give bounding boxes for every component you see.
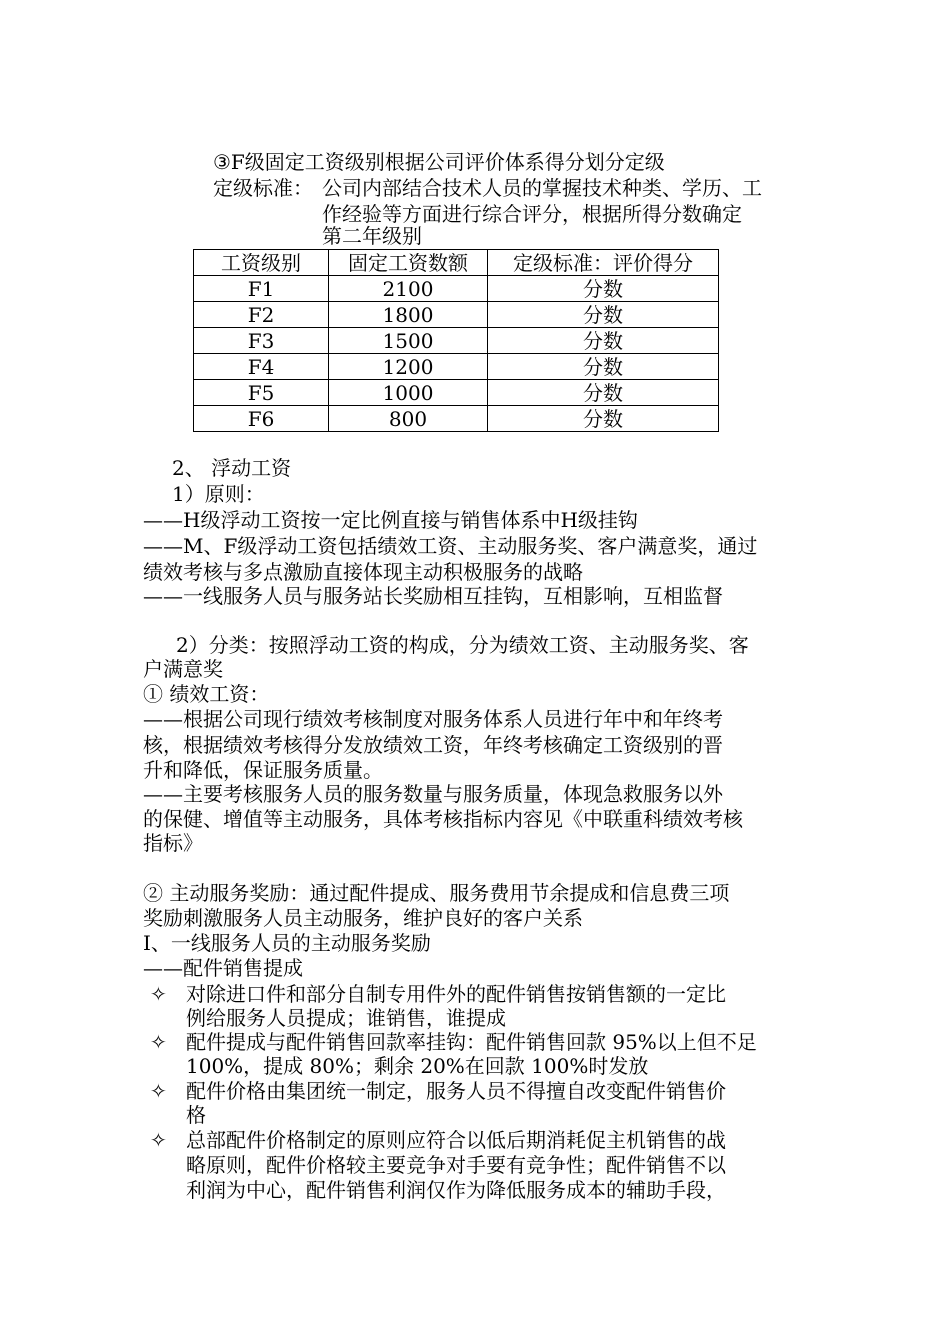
bullet-text: 对除进口件和部分自制专用件外的配件销售按销售额的一定比 — [186, 982, 726, 1006]
principle-line: ——M、F级浮动工资包括绩效工资、主动服务奖、客户满意奖，通过 — [143, 534, 758, 558]
table-header-row — [194, 250, 719, 276]
principle-line: ——H级浮动工资按一定比例直接与销售体系中H级挂钩 — [143, 508, 638, 532]
principle-line: 绩效考核与多点激励直接体现主动积极服务的战略 — [143, 560, 583, 584]
table-row — [194, 276, 719, 302]
bullet-icon: ✧ — [150, 982, 167, 1006]
table-cell: F5 — [194, 380, 329, 406]
table-cell: F2 — [194, 302, 329, 328]
frontline-heading: Ⅰ、一线服务人员的主动服务奖励 — [143, 931, 431, 955]
performance-line: 核，根据绩效考核得分发放绩效工资，年终考核确定工资级别的晋 — [143, 733, 723, 757]
principle-heading: 1）原则： — [172, 482, 265, 506]
bullet-text: 配件价格由集团统一制定，服务人员不得擅自改变配件销售价 — [186, 1079, 726, 1103]
bullet-text: 例给服务人员提成；谁销售，谁提成 — [186, 1006, 506, 1030]
active-service-line: ② 主动服务奖励：通过配件提成、服务费用节余提成和信息费三项 — [143, 881, 730, 905]
table-row — [194, 328, 719, 354]
table-cell: 800 — [329, 406, 488, 432]
table-cell: F4 — [194, 354, 329, 380]
classification-line: 2）分类：按照浮动工资的构成，分为绩效工资、主动服务奖、客 — [176, 633, 749, 657]
table-cell: F6 — [194, 406, 329, 432]
bullet-text: 100%，提成 80%；剩余 20%在回款 100%时发放 — [186, 1054, 649, 1078]
classification-line: 户满意奖 — [143, 657, 223, 681]
table-cell: F1 — [194, 276, 329, 302]
grading-standard-line: 作经验等方面进行综合评分，根据所得分数确定 — [322, 202, 742, 226]
performance-line: ——根据公司现行绩效考核制度对服务体系人员进行年中和年终考 — [143, 707, 723, 731]
performance-line: 的保健、增值等主动服务，具体考核指标内容见《中联重科绩效考核 — [143, 807, 743, 831]
floating-wage-heading: 2、 浮动工资 — [172, 456, 292, 480]
bullet-text: 总部配件价格制定的原则应符合以低后期消耗促主机销售的战 — [186, 1128, 726, 1152]
table-cell: 分数 — [488, 328, 719, 354]
table-cell: 分数 — [488, 354, 719, 380]
salary-grade-table — [193, 249, 719, 432]
bullet-text: 利润为中心，配件销售利润仅作为降低服务成本的辅助手段， — [186, 1178, 726, 1202]
bullet-icon: ✧ — [150, 1030, 167, 1054]
table-cell: 1800 — [329, 302, 488, 328]
grading-standard-line: 第二年级别 — [322, 224, 422, 248]
table-row — [194, 354, 719, 380]
table-cell: 1000 — [329, 380, 488, 406]
table-row — [194, 406, 719, 432]
performance-line: 指标》 — [143, 831, 203, 855]
grading-standard-label: 定级标准： — [213, 176, 313, 200]
bullet-icon: ✧ — [150, 1128, 167, 1152]
table-row — [194, 302, 719, 328]
bullet-icon: ✧ — [150, 1079, 167, 1103]
performance-line: ——主要考核服务人员的服务数量与服务质量，体现急救服务以外 — [143, 782, 723, 806]
header-cell: 定级标准：评价得分 — [488, 250, 719, 276]
table-cell: 1200 — [329, 354, 488, 380]
table-cell: 1500 — [329, 328, 488, 354]
bullet-text: 配件提成与配件销售回款率挂钩：配件销售回款 95%以上但不足 — [186, 1030, 757, 1054]
parts-commission-heading: ——配件销售提成 — [143, 956, 303, 980]
table-cell: 分数 — [488, 302, 719, 328]
table-row — [194, 380, 719, 406]
section-3-title: ③F级固定工资级别根据公司评价体系得分划分定级 — [213, 150, 665, 174]
performance-wage-heading: ① 绩效工资： — [143, 682, 270, 706]
table-cell: F3 — [194, 328, 329, 354]
bullet-text: 略原则，配件价格较主要竞争对手要有竞争性；配件销售不以 — [186, 1153, 726, 1177]
performance-line: 升和降低，保证服务质量。 — [143, 758, 383, 782]
active-service-line: 奖励刺激服务人员主动服务，维护良好的客户关系 — [143, 906, 583, 930]
table-cell: 分数 — [488, 380, 719, 406]
bullet-text: 格 — [186, 1103, 206, 1127]
table-cell: 分数 — [488, 276, 719, 302]
header-cell: 固定工资数额 — [329, 250, 488, 276]
header-cell: 工资级别 — [194, 250, 329, 276]
table-cell: 分数 — [488, 406, 719, 432]
principle-line: ——一线服务人员与服务站长奖励相互挂钩，互相影响，互相监督 — [143, 584, 723, 608]
table-cell: 2100 — [329, 276, 488, 302]
grading-standard-line: 公司内部结合技术人员的掌握技术种类、学历、工 — [322, 176, 762, 200]
